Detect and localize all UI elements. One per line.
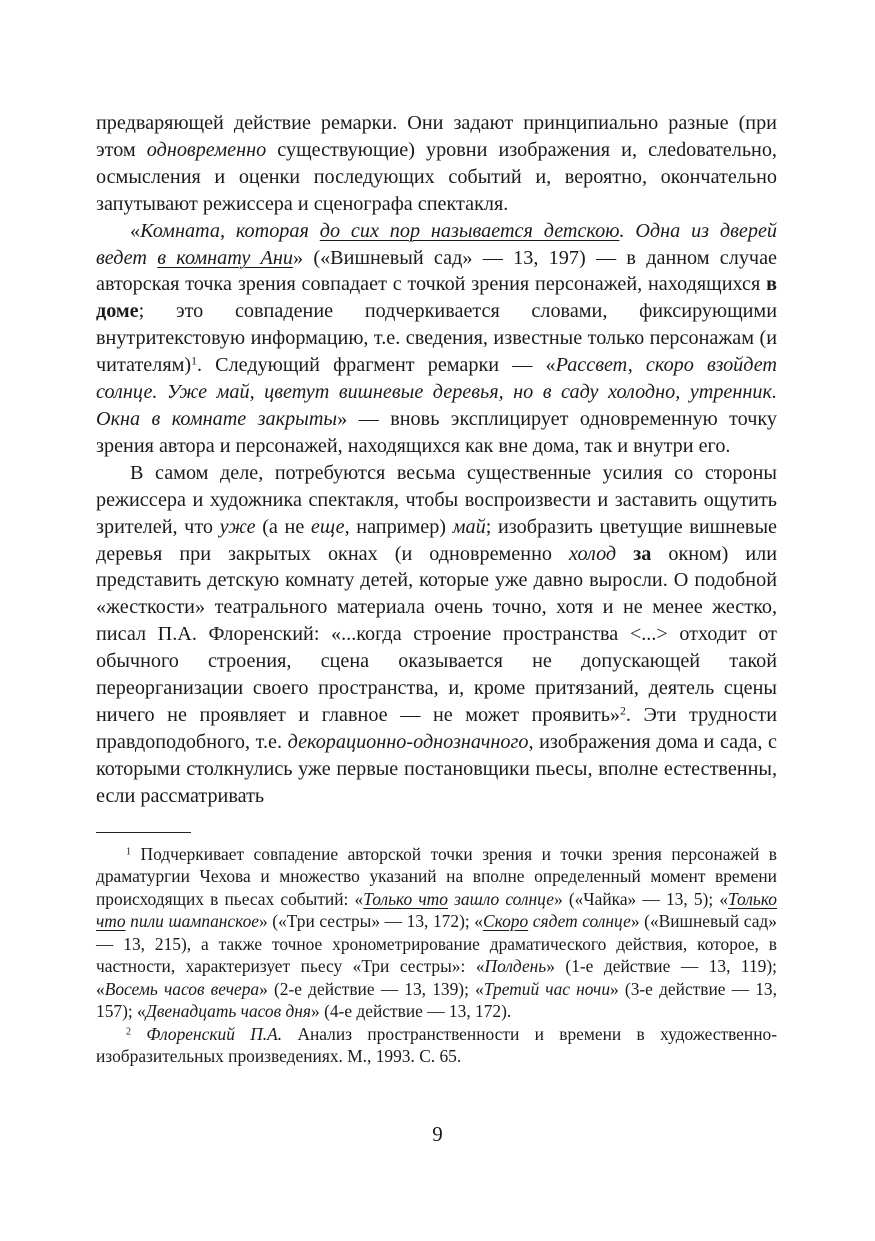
text-run: В самом деле, потребуются весьма существенные усилия со стороны режиссера и художника спектакля, чтобы воспроизвести и заставить ощутить зрителей, что	[96, 461, 777, 538]
text-run: существующие) уровни изображения и, слеdовательно, осмысления и оценки последующих событий и, вероятно, окончательно запутывают режиссера и сценографа спектакля.	[96, 138, 777, 215]
text-run: зашло солнце	[454, 888, 554, 909]
text-run: предваряющей действие ремарки. Они задают принципиально разные (при этом	[96, 112, 777, 161]
text-run: » («Чайка» — 13, 5); «	[553, 888, 729, 909]
quote-italic: Рассвет, скоро взойдет солнце. Уже май, цветут вишневые деревья, но в саду холодно, утренник. Окна в комнате закрыты	[96, 354, 777, 430]
text-run: «	[130, 219, 141, 242]
quote-italic: Двенадцать часов дня	[145, 1001, 312, 1022]
emphasis: холод	[568, 542, 617, 565]
text-run: ; изобразить цветущие вишневые деревья при закрытых окнах (и одновременно	[96, 515, 777, 565]
author-name: Флоренский П.А.	[146, 1023, 283, 1044]
footnotes	[96, 843, 777, 1068]
text-run: (а не	[255, 515, 311, 538]
footnote-marker: 2	[126, 1026, 132, 1038]
emphasis: еще	[310, 515, 345, 538]
text-run: » — вновь эксплицирует одновременную точку зрения автора и персонажей, находящихся как вне дома, так и внутри его.	[96, 407, 777, 457]
underlined-emphasis: в комнату Ани	[157, 246, 293, 269]
quote-italic: Полдень	[484, 956, 547, 977]
text-run: , например)	[344, 515, 453, 538]
bold-emphasis: в доме	[96, 273, 777, 323]
quote-italic: Восемь часов вечера	[104, 978, 260, 999]
text-run: » («Вишневый сад» — 13, 197) — в данном случае авторская точка зрения совпадает с точкой зрения персонажей, находящихся	[96, 246, 778, 296]
page-number: 9	[432, 1122, 443, 1146]
text-run: сядет солнце	[532, 911, 631, 932]
page-body	[96, 110, 777, 1068]
footnote-ref[interactable]: 2	[620, 704, 626, 718]
text-run: . Эти трудности правдоподобного, т.е.	[96, 703, 777, 753]
text-run	[131, 1024, 146, 1044]
footnote-ref[interactable]: 1	[191, 354, 197, 368]
text-run	[616, 543, 633, 565]
bold-emphasis: за	[633, 542, 652, 565]
text-run: . Одна из дверей ведет	[96, 219, 777, 269]
emphasis: май	[452, 515, 486, 538]
emphasis: уже	[219, 515, 256, 538]
text-run: » («Три сестры» — 13, 172); «	[259, 911, 483, 932]
text-run: Подчеркивает совпадение авторской точки зрения и точки зрения персонажей в драматургии Чехова и множество указаний на вполне определенный момент времени происходящих в пьесах событий: «	[96, 843, 777, 909]
footnote	[96, 843, 777, 1023]
emphasis: одновременно	[146, 138, 267, 161]
text-run: » (2-е действие — 13, 139); «	[259, 978, 484, 999]
text-run: » (4-е действие — 13, 172).	[311, 1001, 512, 1022]
text-run: Комната, которая	[140, 219, 320, 242]
main-text	[96, 110, 777, 810]
text-run: » («Вишневый сад» — 13, 215), а также точное хронометрирование драматического действия, которое, в частности, характеризует пьесу «Три сестры»: «	[96, 911, 777, 977]
text-run: , изображения дома и сада, с которыми столкнулись уже первые постановщики пьесы, вполне естественны, если рассматривать	[96, 730, 777, 807]
text-run: окном) или представить детскую комнату детей, которые уже давно выросли. О подобной «жесткости» театрального материала очень точно, хотя и не менее жестко, писал П.А. Флоренский: «...когда строение пространства <...> отходит от обычного строения, сцена оказывается не допускающей такой переорганизации своего пространства, и, кроме притязаний, деятель сцены ничего не проявляет и главное — не может проявить»	[96, 542, 778, 726]
text-run: Анализ пространственности и времени в художественно-изобразительных произведениях. М., 1993. С. 65.	[96, 1023, 777, 1067]
paragraph	[96, 110, 777, 218]
paragraph	[96, 460, 777, 810]
text-run: » (3-е действие — 13, 157); «	[96, 978, 777, 1022]
quote-italic	[363, 889, 554, 909]
footnote-marker: 1	[126, 846, 132, 858]
emphasis: декорационно-однозначного	[287, 730, 529, 753]
underlined-emphasis: Только что	[96, 888, 777, 932]
underlined-emphasis: Только что	[363, 888, 448, 909]
underlined-emphasis: Скоро	[483, 911, 529, 932]
text-run: . Следующий фрагмент ремарки — «	[196, 354, 556, 377]
quote-italic: Третий час ночи	[483, 978, 611, 999]
quote-italic	[483, 911, 631, 931]
text-run: пили шампанское	[130, 911, 259, 932]
text-run: ; это совпадение подчеркивается словами, фиксирующими внутритекстовую информацию, т.е. сведения, известные только персонажам (и читателям)	[96, 300, 777, 377]
text-run: » (1-е действие — 13, 119); «	[96, 956, 777, 999]
underlined-emphasis: до сих пор называется детскою	[319, 219, 620, 242]
footnote	[96, 1023, 777, 1068]
footnote-divider	[96, 832, 191, 833]
paragraph	[96, 218, 777, 460]
